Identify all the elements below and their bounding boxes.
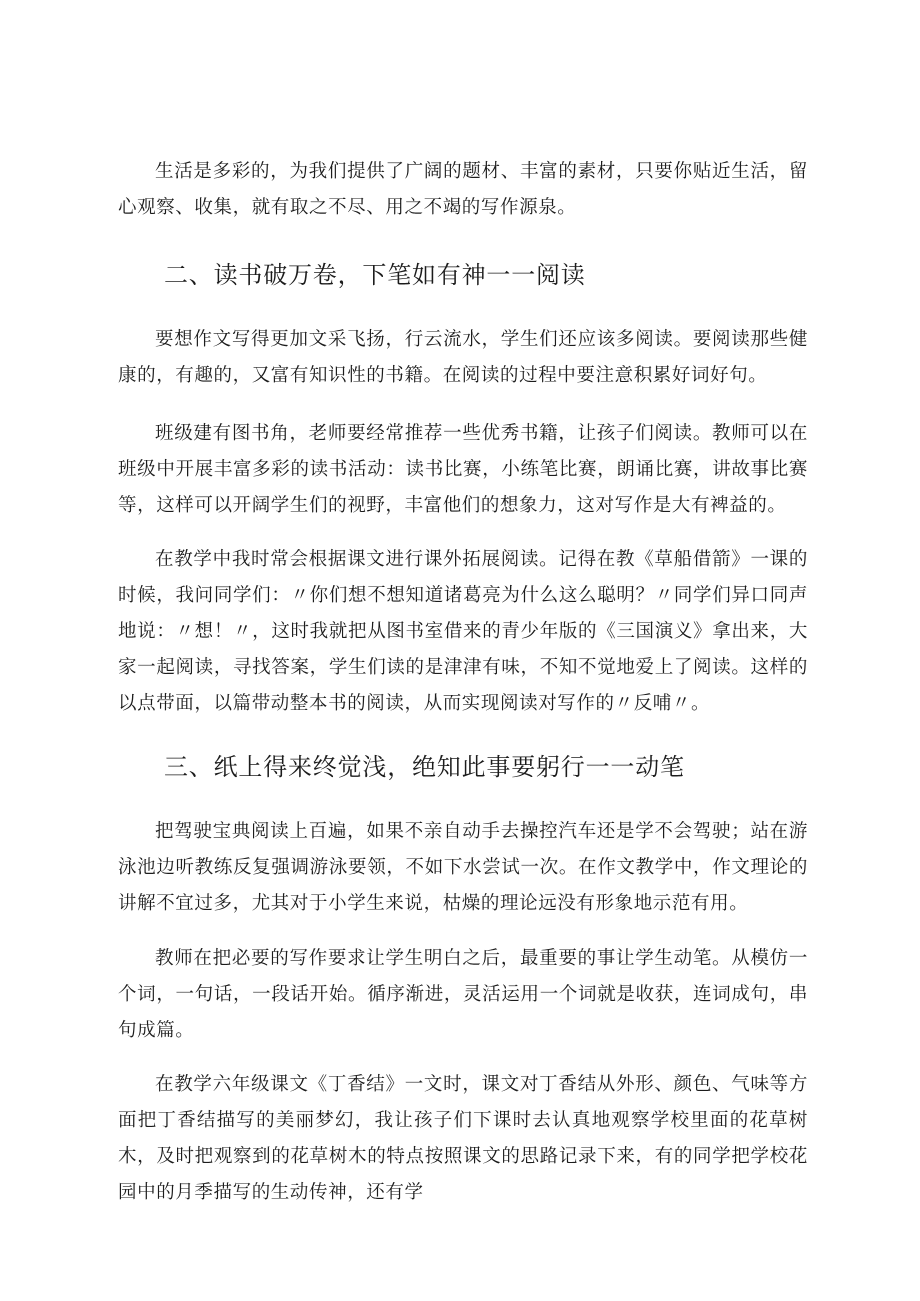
paragraph: 要想作文写得更加文采飞扬，行云流水，学生们还应该多阅读。要阅读那些健康的，有趣的，又富有知识性的书籍。在阅读的过程中要注意积累好词好句。	[118, 329, 808, 386]
paragraph: 教师在把必要的写作要求让学生明白之后，最重要的事让学生动笔。从模仿一个词，一句话，一段话开始。循序渐进，灵活运用一个词就是收获，连词成句，串句成篇。	[118, 948, 808, 1041]
paragraph: 班级建有图书角，老师要经常推荐一些优秀书籍，让孩子们阅读。教师可以在班级中开展丰富多彩的读书活动：读书比赛，小练笔比赛，朗诵比赛，讲故事比赛等，这样可以开阔学生们的视野，丰富他们的想象力，这对写作是大有裨益的。	[118, 423, 808, 516]
paragraph-intro: 生活是多彩的，为我们提供了广阔的题材、丰富的素材，只要你贴近生活，留心观察、收集，就有取之不尽、用之不竭的写作源泉。	[118, 161, 808, 218]
section-heading-writing: 三、纸上得来终觉浅，绝知此事要躬行一一动笔	[164, 753, 685, 781]
paragraph: 把驾驶宝典阅读上百遍，如果不亲自动手去操控汽车还是学不会驾驶；站在游泳池边听教练反复强调游泳要领，不如下水尝试一次。在作文教学中，作文理论的讲解不宜过多，尤其对于小学生来说，枯燥的理论远没有形象地示范有用。	[118, 821, 808, 914]
paragraph: 在教学六年级课文《丁香结》一文时，课文对丁香结从外形、颜色、气味等方面把丁香结描写的美丽梦幻，我让孩子们下课时去认真地观察学校里面的花草树木，及时把观察到的花草树木的特点按照课文的思路记录下来，有的同学把学校花园中的月季描写的生动传神，还有学	[118, 1074, 808, 1203]
section-heading-reading: 二、读书破万卷，下笔如有神一一阅读	[164, 261, 586, 289]
paragraph: 在教学中我时常会根据课文进行课外拓展阅读。记得在教《草船借箭》一课的时候，我问同学们：〃你们想不想知道诸葛亮为什么这么聪明？〃同学们异口同声地说：〃想！〃，这时我就把从图书室借来的青少年版的《三国演义》拿出来，大家一起阅读，寻找答案，学生们读的是津津有味，不知不觉地爱上了阅读。这样的以点带面，以篇带动整本书的阅读，从而实现阅读对写作的〃反哺〃。	[118, 549, 808, 714]
